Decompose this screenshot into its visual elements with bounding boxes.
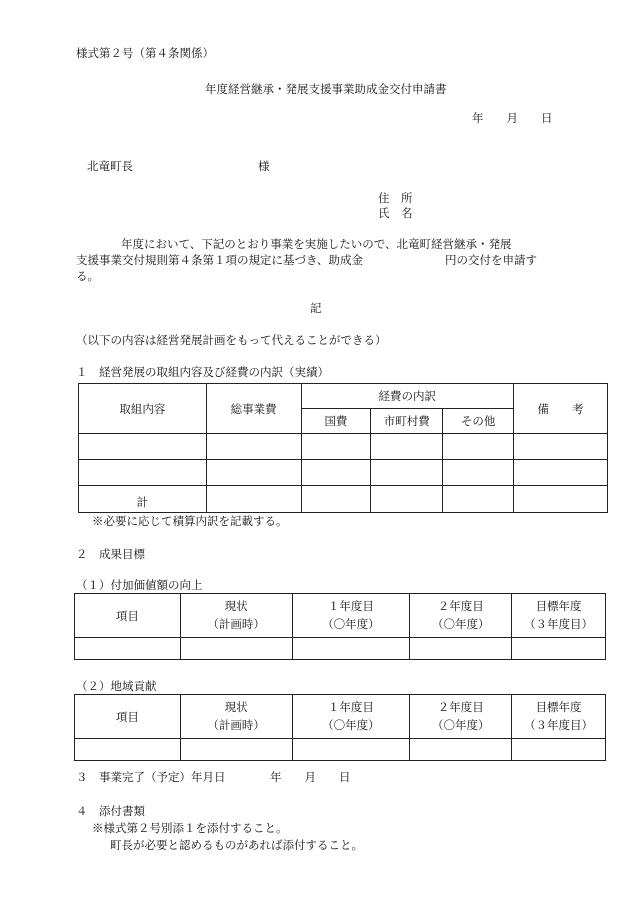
other-header: その他 [443,409,514,434]
ki-heading: 記 [310,301,322,315]
target-header: 目標年度 （３年度目） [512,695,606,739]
body-line-1: 年度において、下記のとおり事業を実施したいので、北竜町経営継承・発展 [121,237,512,251]
year1-header: １年度目 （〇年度） [292,695,410,739]
section1-heading: １ 経営発展の取組内容及び経費の内訳（実績） [76,365,329,379]
completion-date: 年 月 日 [270,770,351,784]
year1-header: １年度目 （〇年度） [292,594,410,638]
regional-contribution-table [74,694,606,761]
body-line-2b: 円の交付を申請す [445,253,537,267]
section1-footnote: ※必要に応じて積算内訳を記載する。 [92,514,288,528]
expense-table [78,383,608,513]
attachment-line-1: ※様式第２号別添１を添付すること。 [92,821,288,835]
attachment-line-2: 町長が必要と認めるものがあれば添付すること。 [110,838,363,852]
table-row [79,460,608,486]
total-label: 計 [79,486,207,513]
sub2-heading: （２）地域貢献 [76,679,157,693]
remarks-header: 備 考 [514,384,608,434]
name-label: 氏 名 [378,206,413,220]
addressee: 北竜町長 [87,159,133,173]
table-row [75,739,606,761]
national-header: 国費 [301,409,371,434]
form-number: 様式第２号（第４条関係） [76,46,214,60]
total-row [79,486,608,513]
breakdown-header: 経費の内訳 [301,384,514,409]
sub1-heading: （１）付加価値額の向上 [76,578,203,592]
section2-heading: ２ 成果目標 [76,547,145,561]
current-header: 現状 （計画時） [180,695,292,739]
current-header: 現状 （計画時） [180,594,292,638]
year2-header: ２年度目 （〇年度） [410,695,512,739]
value-added-table [74,593,606,660]
target-header: 目標年度 （３年度目） [512,594,606,638]
year2-header: ２年度目 （〇年度） [410,594,512,638]
body-line-3: る。 [76,269,99,283]
honorific: 様 [258,159,270,173]
table-row [79,434,608,460]
address-label: 住 所 [378,191,413,205]
municipal-header: 市町村費 [371,409,443,434]
body-line-2a: 支援事業交付規則第４条第１項の規定に基づき、助成金 [76,253,364,267]
section4-heading: ４ 添付書類 [76,804,145,818]
application-date: 年 月 日 [472,111,553,125]
table-row [75,638,606,660]
item-header: 項目 [75,695,181,739]
item-header: 項目 [75,594,181,638]
section3-heading: ３ 事業完了（予定）年月日 [76,770,226,784]
activity-header: 取組内容 [79,384,207,434]
substitution-note: （以下の内容は経営発展計画をもって代えることができる） [76,333,387,347]
total-cost-header: 総事業費 [206,384,301,434]
document-title: 年度経営継承・発展支援事業助成金交付申請書 [205,82,447,96]
